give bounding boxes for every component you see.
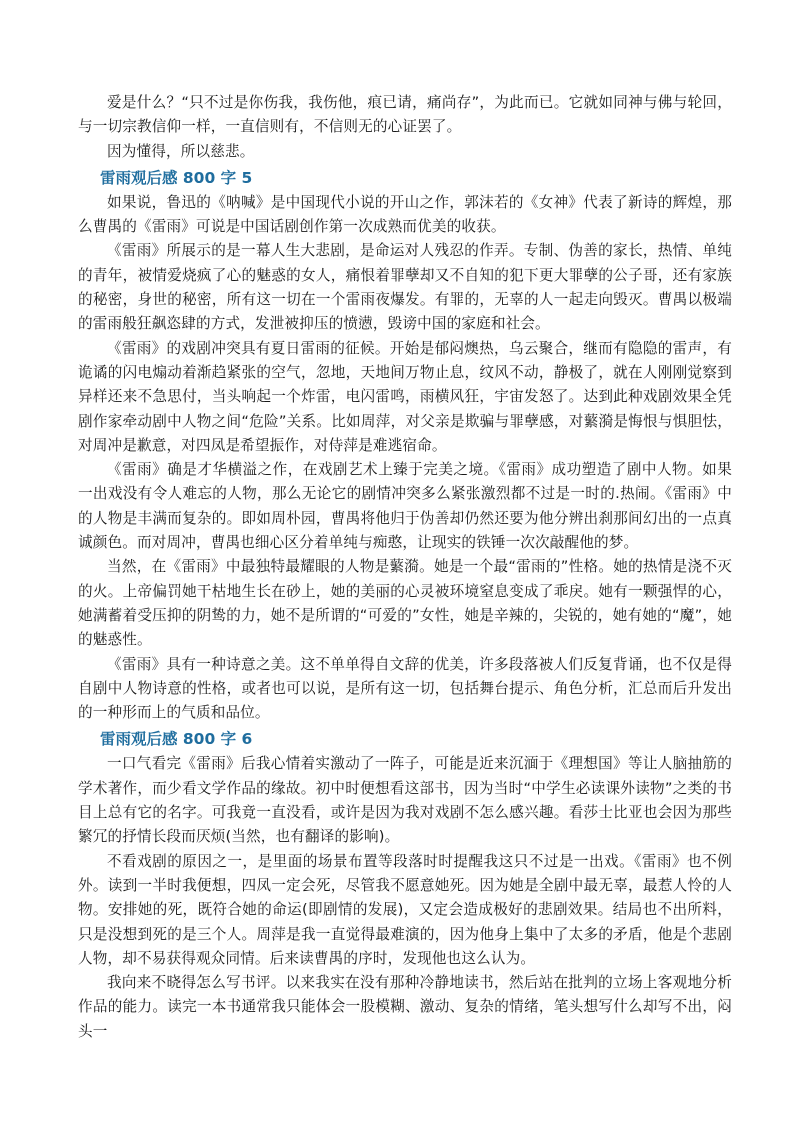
section-heading: 雷雨观后感 800 字 5 [100,168,253,187]
paragraph: 《雷雨》确是才华横溢之作，在戏剧艺术上臻于完美之境。《雷雨》成功塑造了剧中人物。如果一出戏没有令人难忘的人物，那么无论它的剧情冲突多么紧张激烈都不过是一时的.热闹。《雷雨》中的人物是丰满而复杂的。即如周朴园，曹禺将他归于伪善却仍然还要为他分辨出刹那间幻出的一点真诚颜色。而对周冲，曹禺也细心区分着单纯与痴憨，让现实的铁锤一次次敲醒他的梦。 [78,461,732,552]
paragraph: 不看戏剧的原因之一，是里面的场景布置等段落时时提醒我这只不过是一出戏。《雷雨》也不例外。读到一半时我便想，四凤一定会死，尽管我不愿意她死。因为她是全剧中最无辜，最惹人怜的人物。安排她的死，既符合她的命运(即剧情的发展)，又定会造成极好的悲剧效果。结局也不出所料，只是没想到死的是三个人。周萍是我一直觉得最难演的，因为他身上集中了太多的矛盾，他是个悲剧人物，却不易获得观众同情。后来读曹禺的序时，发现他也这么认为。 [78,852,732,967]
paragraph: 因为懂得，所以慈悲。 [107,142,255,160]
paragraph: 当然，在《雷雨》中最独特最耀眼的人物是蘩漪。她是一个最“雷雨的”性格。她的热情是浇不灭的火。上帝偏罚她干枯地生长在砂上，她的美丽的心灵被环境窒息变成了乖戾。她有一颗强悍的心，她满蓄着受压抑的阴鸷的力，她不是所谓的“可爱的”女性，她是辛辣的，尖锐的，她有她的“魔”，她的魅惑性。 [78,558,732,649]
section-review-5 [78,165,732,726]
section-intro [78,91,732,164]
paragraph: 一口气看完《雷雨》后我心情着实激动了一阵子，可能是近来沉湎于《理想国》等让人脑抽筋的学术著作，而少看文学作品的缘故。初中时便想看这部书，因为当时“中学生必读课外读物”之类的书目上总有它的名字。可我竟一直没看，或许是因为我对戏剧不怎么感兴趣。看莎士比亚也会因为那些繁冗的抒情长段而厌烦(当然，也有翻译的影响)。 [78,755,732,846]
paragraph: 《雷雨》的戏剧冲突具有夏日雷雨的征候。开始是郁闷燠热，乌云聚合，继而有隐隐的雷声，有诡谲的闪电煽动着渐趋紧张的空气，忽地，天地间万物止息，纹风不动，静极了，就在人刚刚觉察到异样还来不急思付，当头响起一个炸雷，电闪雷鸣，雨横风狂，宇宙发怒了。达到此种戏剧效果全凭剧作家牵动剧中人物之间“危险”关系。比如周萍，对父亲是欺骗与罪孽感，对蘩漪是悔恨与惧胆怯，对周冲是歉意，对四凤是希望振作，对侍萍是难逃宿命。 [78,339,732,454]
paragraph: 爱是什么？“只不过是你伤我，我伤他，痕已请，痛尚存”，为此而已。它就如同神与佛与轮回，与一切宗教信仰一样，一直信则有，不信则无的心证罢了。 [78,94,732,136]
paragraph: 《雷雨》具有一种诗意之美。这不单单得自文辞的优美，许多段落被人们反复背诵，也不仅是得自剧中人物诗意的性格，或者也可以说，是所有这一切，包括舞台提示、角色分析，汇总而后升发出的一种形而上的气质和品位。 [78,655,732,722]
paragraph: 《雷雨》所展示的是一幕人生大悲剧，是命运对人残忍的作弄。专制、伪善的家长，热情、单纯的青年，被情爱烧疯了心的魅惑的女人，痛恨着罪孽却又不自知的犯下更大罪孽的公子哥，还有家族的秘密，身世的秘密，所有这一切在一个雷雨夜爆发。有罪的，无辜的人一起走向毁灭。曹禺以极端的雷雨般狂飙恣肆的方式，发泄被抑压的愤懑，毁谤中国的家庭和社会。 [78,242,732,333]
paragraph: 如果说，鲁迅的《呐喊》是中国现代小说的开山之作，郭沫若的《女神》代表了新诗的辉煌，那么曹禺的《雷雨》可说是中国话剧创作第一次成熟而优美的收获。 [78,193,732,236]
paragraph: 我向来不晓得怎么写书评。以来我实在没有那种冷静地读书，然后站在批判的立场上客观地分析作品的能力。读完一本书通常我只能体会一股模糊、激动、复杂的情绪，笔头想写什么却写不出，闷头一 [78,974,732,1040]
section-heading: 雷雨观后感 800 字 6 [100,730,253,749]
section-review-6 [78,726,732,1044]
